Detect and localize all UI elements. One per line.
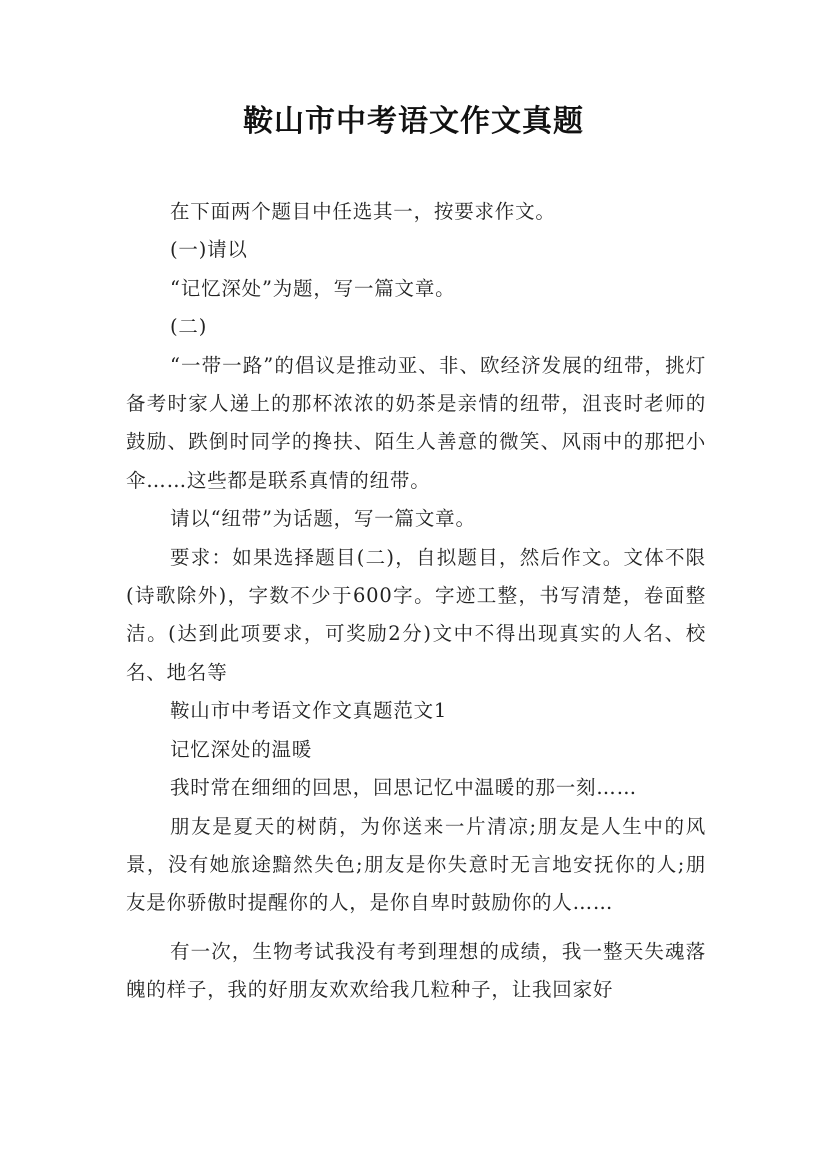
paragraph-sample-story: 有一次，生物考试我没有考到理想的成绩，我一整天失魂落魄的样子，我的好朋友欢欢给我几粒种子，让我回家好 (126, 939, 706, 1002)
paragraph-sample-friends: 朋友是夏天的树荫，为你送来一片清凉;朋友是人生中的风景，没有她旅途黯然失色;朋友是你失意时无言地安抚你的人;朋友是你骄傲时提醒你的人，是你自卑时鼓励你的人…… (126, 814, 706, 915)
paragraph-option-two: (二) (170, 315, 208, 339)
document-body (126, 193, 706, 1010)
paragraph-option-one-title: “记忆深处”为题，写一篇文章。 (170, 276, 456, 300)
paragraph-option-two-topic: 请以“纽带”为话题，写一篇文章。 (170, 507, 476, 531)
paragraph-option-two-prompt: “一带一路”的倡议是推动亚、非、欧经济发展的纽带，挑灯备考时家人递上的那杯浓浓的奶茶是亲情的纽带，沮丧时老师的鼓励、跌倒时同学的搀扶、陌生人善意的微笑、风雨中的那把小伞……这些都是联系真情的纽带。 (126, 353, 706, 492)
paragraph-requirements: 要求：如果选择题目(二)，自拟题目，然后作文。文体不限(诗歌除外)，字数不少于600字。字迹工整，书写清楚，卷面整洁。(达到此项要求，可奖励2分)文中不得出现真实的人名、校名、地名等 (126, 545, 706, 684)
paragraph-sample-opening: 我时常在细细的回思，回思记忆中温暖的那一刻…… (170, 776, 637, 800)
paragraph-sample-heading: 鞍山市中考语文作文真题范文1 (170, 699, 448, 723)
paragraph-sample-title: 记忆深处的温暖 (170, 737, 313, 761)
paragraph-instruction: 在下面两个题目中任选其一，按要求作文。 (170, 200, 556, 223)
document-title: 鞍山市中考语文作文真题 (243, 104, 584, 139)
paragraph-option-one: (一)请以 (170, 238, 248, 262)
